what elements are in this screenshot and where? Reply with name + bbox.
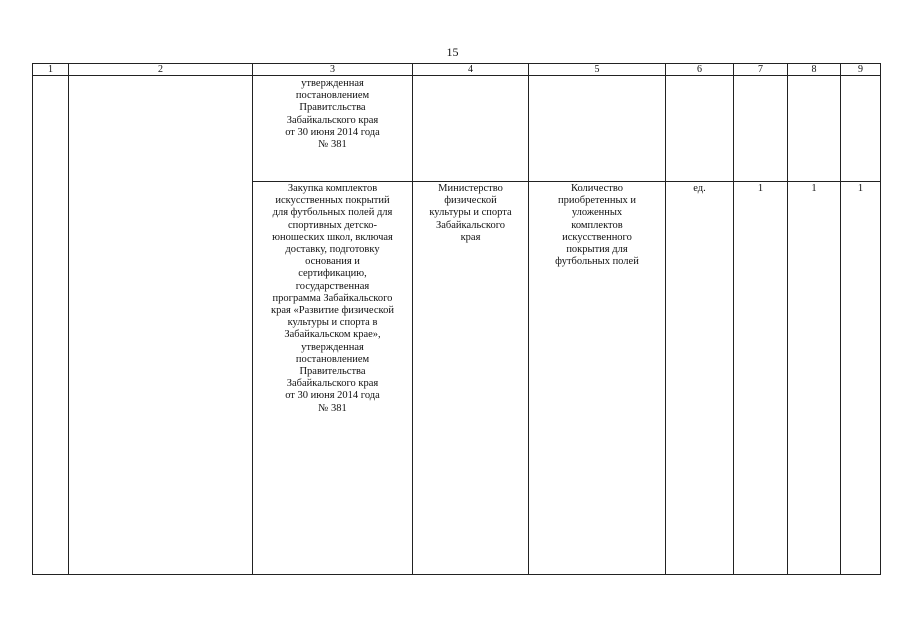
table-cell-col2 [69, 76, 253, 575]
table-cell-col3 [253, 182, 413, 575]
table-row [33, 76, 881, 182]
cell-text: Закупка комплектов искусственных покрытий для футбольных полей для спортивных детско- юношеских школ, включая доставку, подготовку основания и сертификацию, государственная программа Забайкальского края «Развитие физической культуры и спорта в Забайкальском крае», утвержденная постановлением Правительства Забайкальского края от 30 июня 2014 года № 381 [271, 183, 394, 414]
column-header-4: 4 [413, 64, 529, 76]
cell-text: 1 [811, 183, 817, 194]
table-cell-col7 [734, 182, 788, 575]
column-header-7: 7 [734, 64, 788, 76]
column-header-9: 9 [841, 64, 881, 76]
table-cell-col8 [788, 76, 841, 182]
table-cell-col5 [529, 76, 666, 182]
cell-text: 1 [857, 183, 864, 194]
column-header-8: 8 [788, 64, 841, 76]
table-cell-col4 [413, 182, 529, 575]
page-number: 15 [446, 45, 459, 59]
table-cell-col8 [788, 182, 841, 575]
table-cell-col3 [253, 76, 413, 182]
column-header-3: 3 [253, 64, 413, 76]
column-header-1: 1 [33, 64, 69, 76]
cell-text: ед. [693, 183, 706, 194]
column-header-6: 6 [666, 64, 734, 76]
cell-text: Количество приобретенных и уложенных комплектов искусственного покрытия для футбольных полей [555, 183, 639, 268]
table-cell-col5 [529, 182, 666, 575]
column-header-5: 5 [529, 64, 666, 76]
document-table [32, 63, 881, 575]
table-header-row [33, 64, 881, 76]
cell-text: утвержденная постановлением Правитсльства Забайкальского края от 30 июня 2014 года № 381 [285, 78, 380, 151]
cell-text: Министерство физической культуры и спорта Забайкальского края [429, 183, 512, 243]
cell-text: 1 [757, 183, 764, 194]
table-cell-col1 [33, 76, 69, 575]
table-cell-col7 [734, 76, 788, 182]
table-cell-col4 [413, 76, 529, 182]
table-cell-col9 [841, 182, 881, 575]
table-cell-col6 [666, 76, 734, 182]
table-cell-col6 [666, 182, 734, 575]
table-cell-col9 [841, 76, 881, 182]
column-header-2: 2 [69, 64, 253, 76]
